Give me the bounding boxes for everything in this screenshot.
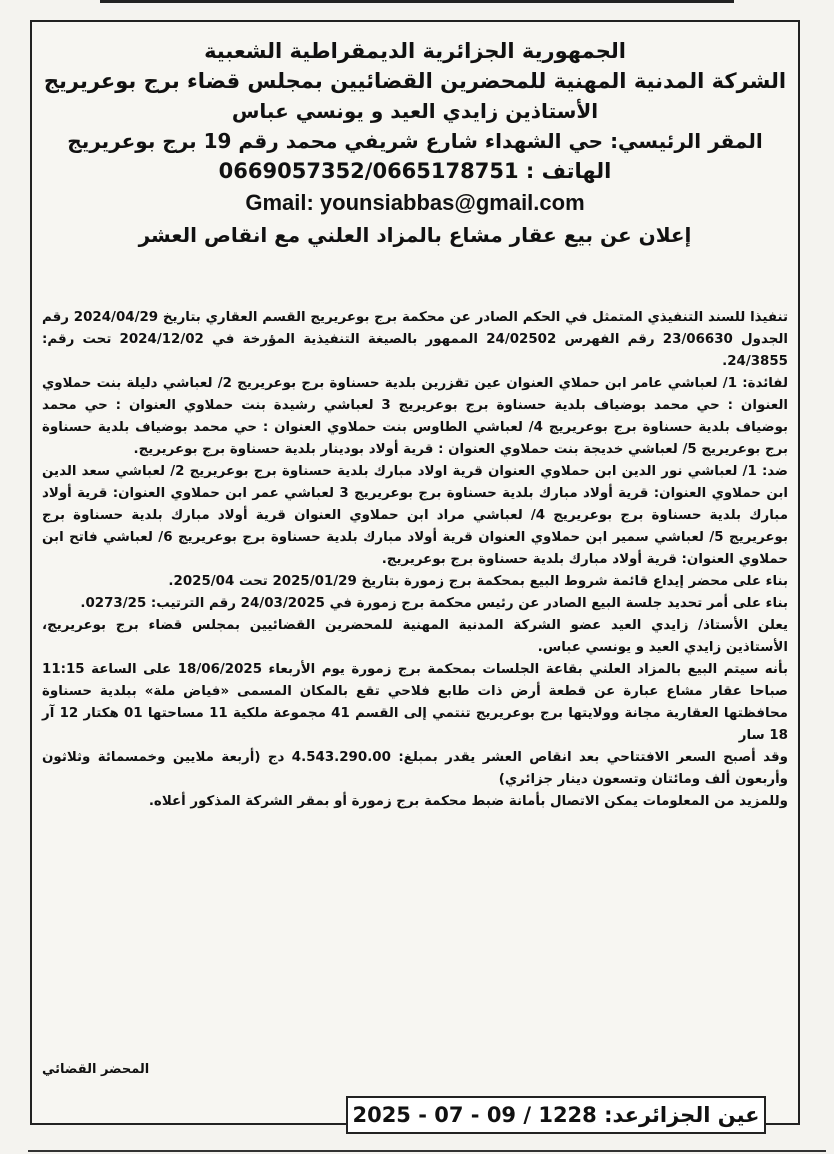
phone-line [32,156,798,187]
bottom-rule [28,1150,826,1152]
head-office-address: المقر الرئيسي: حي الشهداء شارع شريفي محمد رقم 19 برج بوعريريج [67,129,763,153]
phone-numbers: 0669057352/0665178751 [218,159,519,183]
company-name: الشركة المدنية المهنية للمحضرين القضائيين بمجلس قضاء برج بوعريريج [43,69,787,93]
announcer-paragraph: يعلن الأستاذ/ زايدي العيد عضو الشركة المدنية المهنية للمحضرين القضائيين بمجلس قضاء برج بوعريريج، الأستاذين زايدي العيد و يونسي عباس. [42,618,788,655]
session-order-paragraph: بناء على أمر تحديد جلسة البيع الصادر عن رئيس محكمة برج زمورة في 24/03/2025 رقم الترتيب: 0273/25. [80,596,788,611]
sale-details-paragraph: بأنه سيتم البيع بالمزاد العلني بقاعة الجلسات بمحكمة برج زمورة يوم الأربعاء 18/06/2025 على الساعة 11:15 صباحا عقار مشاع عبارة عن قطعة أرض ذات طابع فلاحي تقع بالمكان المسمى «فياض ملة» ببلدية حسناوة محافظتها العقارية مجانة وولايتها برج بوعريريج تنتمي إلى القسم 41 مجموعة ملكية 11 مساحتها 01 هكتار 12 آر 18 سار [42,662,788,743]
newspaper-name: عين الجزائرعد: [604,1103,760,1127]
newspaper-stamp [346,1096,766,1134]
notice-body [42,307,788,813]
bailiffs-names: الأستاذين زايدي العيد و يونسي عباس [231,99,599,123]
execution-paragraph: تنفيذا للسند التنفيذي المتمثل في الحكم الصادر عن محكمة برج بوعريريج القسم العقاري بتاريخ 2024/04/29 رقم الجدول 23/06630 رقم الفهرس 24/02502 الممهور بالصيغة التنفيذية المؤرخة في 2024/12/02 تحت رقم: 24/3855. [42,310,788,369]
deposit-paragraph: بناء على محضر إيداع قائمة شروط البيع بمحكمة برج زمورة بتاريخ 2025/01/29 تحت 2025/04. [168,574,788,589]
top-rule [100,0,734,3]
notice-header [32,36,798,251]
republic-title: الجمهورية الجزائرية الديمقراطية الشعبية [204,39,626,63]
contact-paragraph: وللمزيد من المعلومات يمكن الاتصال بأمانة ضبط محكمة برج زمورة أو بمقر الشركة المذكور أعلاه. [148,794,788,809]
notice-title: إعلان عن بيع عقار مشاع بالمزاد العلني مع انقاص العشر [138,223,692,247]
opening-price-paragraph: وقد أصبح السعر الافتتاحي بعد انقاص العشر يقدر بمبلغ: 4.543.290.00 دج (أربعة ملايين وخمسمائة وثلاثون وأربعون ألف ومائتان وتسعون دينار جزائري) [42,750,788,787]
defendants-paragraph: ضد: 1/ لعباشي نور الدين ابن حملاوي العنوان قرية اولاد مبارك بلدية حسناوة برج بوعريريج 2/ لعباشي سعد الدين ابن حملاوي العنوان: قرية أولاد مبارك بلدية حسناوة برج بوعريريج 3 لعباشي عمر ابن حملاوي العنوان: قرية أولاد مبارك بلدية حسناوة برج بوعريريج 4/ لعباشي مراد ابن حملاوي العنوان قرية أولاد مبارك بلدية حسناوة برج بوعريريج 5/ لعباشي سمير ابن حملاوي العنوان قرية أولاد مبارك بلدية حسناوة برج بوعريريج 6/ لعباشي فاتح ابن حملاوي العنوان: قرية أولاد مبارك بلدية حسناوة برج بوعريريج. [42,464,789,567]
notice-frame [30,20,800,1125]
gmail-address: Gmail: younsiabbas@gmail.com [245,190,585,215]
issue-reference: 2025 - 07 - 09 / 1228 [352,1103,597,1127]
bailiff-signature: المحضر القضائي [42,1062,150,1077]
beneficiaries-paragraph: لفائدة: 1/ لعباشي عامر ابن حملاي العنوان عين تقزرين بلدية حسناوة برج بوعريريج 2/ لعباشي دليلة بنت حملاوي العنوان : حي محمد بوضياف بلدية حسناوة برج بوعريريج 3 لعباشي رشيدة بنت حملاوي العنوان : حي محمد بوضياف بلدية حسناوة برج بوعريريج 4/ لعباشي الطاوس بنت حملاوي العنوان : حي محمد بوضياف بلدية حسناوة برج بوعريريج 5/ لعباشي خديجة بنت حملاوي العنوان : قرية أولاد بودينار بلدية حسناوة برج بوعريريج. [42,376,788,457]
phone-label: الهاتف : [525,159,612,183]
